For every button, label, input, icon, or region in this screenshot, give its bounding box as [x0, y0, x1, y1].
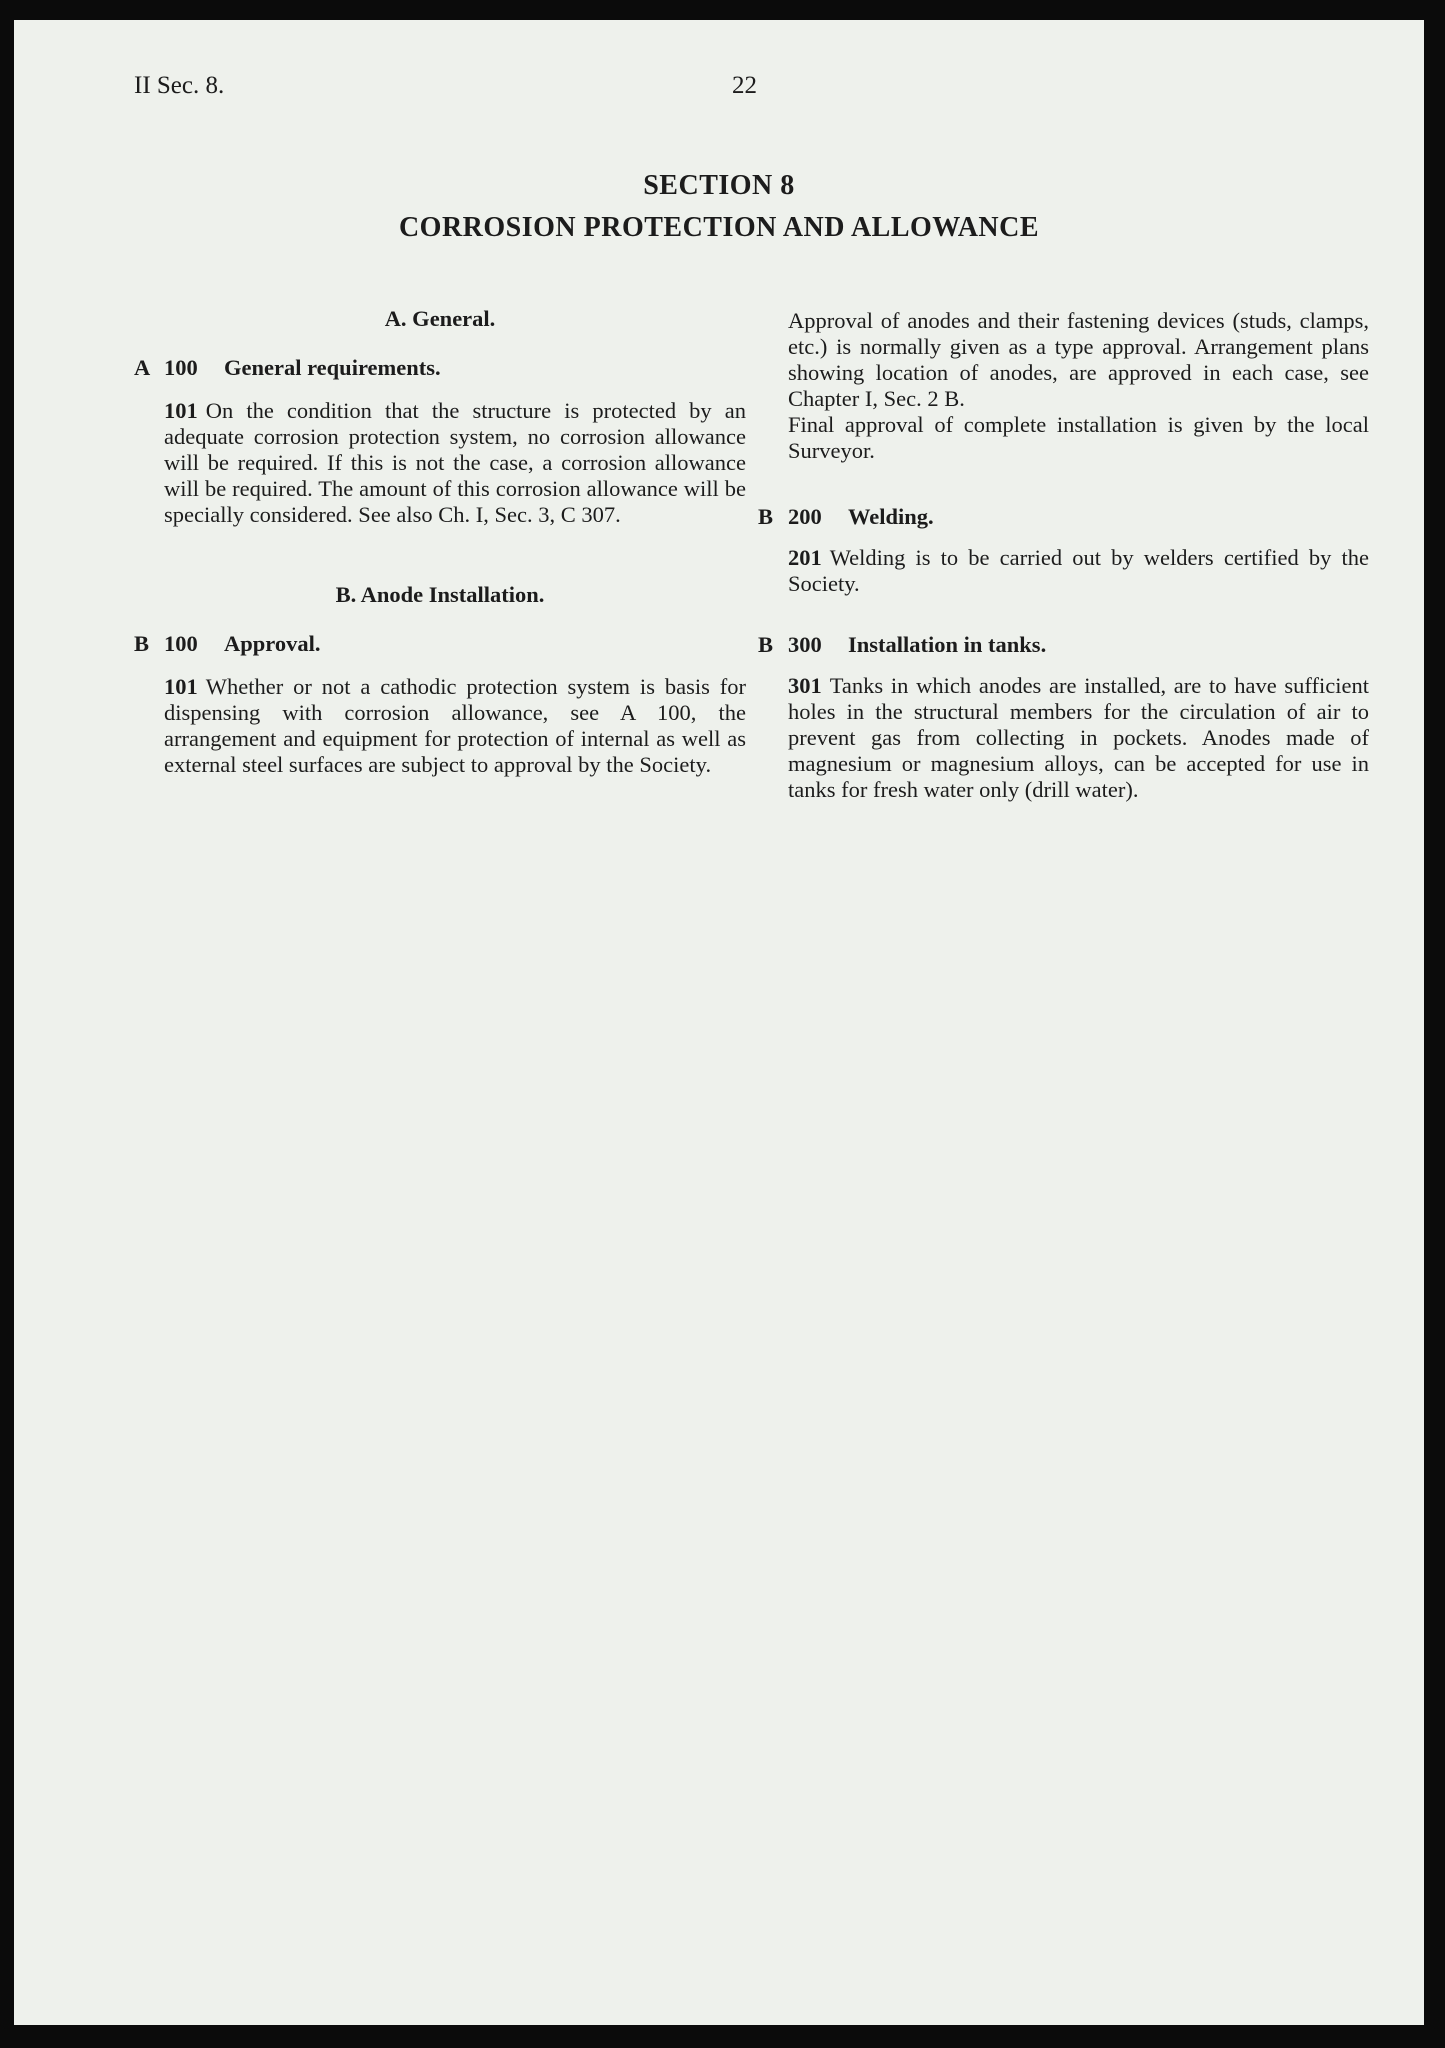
section-title: SECTION 8: [643, 170, 795, 201]
paragraph-number: 301: [788, 673, 822, 698]
paragraph-text: On the condition that the structure is protected by an adequate corrosion protection system, no corrosion allowance will be required. If this is not the case, a corrosion allowance will be required. The amount of this corrosion allowance will be specially considered. See also Ch. I, Sec. 3, C 307.: [164, 398, 746, 527]
subsection-title: Approval.: [224, 631, 321, 656]
paragraph-a101: [134, 398, 746, 528]
right-column: [758, 308, 1369, 803]
running-head-section: II Sec. 8.: [134, 72, 225, 99]
paragraph-b101: [134, 674, 746, 778]
subsection-b200-heading: [758, 504, 1369, 530]
subsection-number: 300: [788, 632, 822, 657]
subsection-tag: B: [758, 632, 774, 657]
paragraph-text: Whether or not a cathodic protection system is basis for dispensing with corrosion allowance, see A 100, the arrangement and equipment for protection of internal as well as external steel surfaces are subject to approval by the Society.: [164, 674, 746, 777]
subsection-a100-heading: [134, 355, 746, 381]
subsection-title: Installation in tanks.: [848, 632, 1047, 657]
left-column: [134, 306, 746, 778]
paragraph-b301: [788, 673, 1369, 803]
part-a-heading: A. General.: [384, 306, 496, 331]
subsection-number: 200: [788, 504, 822, 529]
paragraph-number: 101: [164, 398, 198, 423]
subsection-tag: A: [134, 355, 151, 380]
subsection-number: 100: [164, 355, 198, 380]
subsection-title: Welding.: [848, 504, 934, 529]
paragraph-text: Tanks in which anodes are installed, are to have sufficient holes in the structural members for the circulation of air to prevent gas from collecting in pockets. Anodes made of magnesium or magnesium alloys, can be accepted for use in tanks for fresh water only (drill water).: [788, 673, 1369, 802]
paragraph-number: 101: [164, 674, 198, 699]
page-number: 22: [732, 72, 757, 99]
subsection-title: General requirements.: [224, 355, 441, 380]
subsection-b300-heading: [758, 632, 1369, 658]
paragraph-number: 201: [788, 545, 822, 570]
paragraph-final-approval: Final approval of complete installation is given by the local Surveyor.: [788, 412, 1369, 463]
subsection-number: 100: [164, 631, 198, 656]
section-subtitle: CORROSION PROTECTION AND ALLOWANCE: [398, 212, 1040, 243]
document-page: [14, 20, 1424, 2025]
paragraph-b201: [788, 545, 1369, 597]
subsection-tag: B: [134, 631, 150, 656]
subsection-b100-heading: [134, 631, 746, 657]
subsection-tag: B: [758, 504, 774, 529]
part-b-heading: B. Anode Installation.: [335, 582, 545, 607]
paragraph-b101-continued: Approval of anodes and their fastening devices (studs, clamps, etc.) is normally given as a type approval. Arrangement plans showing location of anodes, are approved in each case, see Chapter I, Sec. 2 B.: [788, 308, 1369, 411]
paragraph-text: Welding is to be carried out by welders certified by the Society.: [788, 545, 1369, 596]
